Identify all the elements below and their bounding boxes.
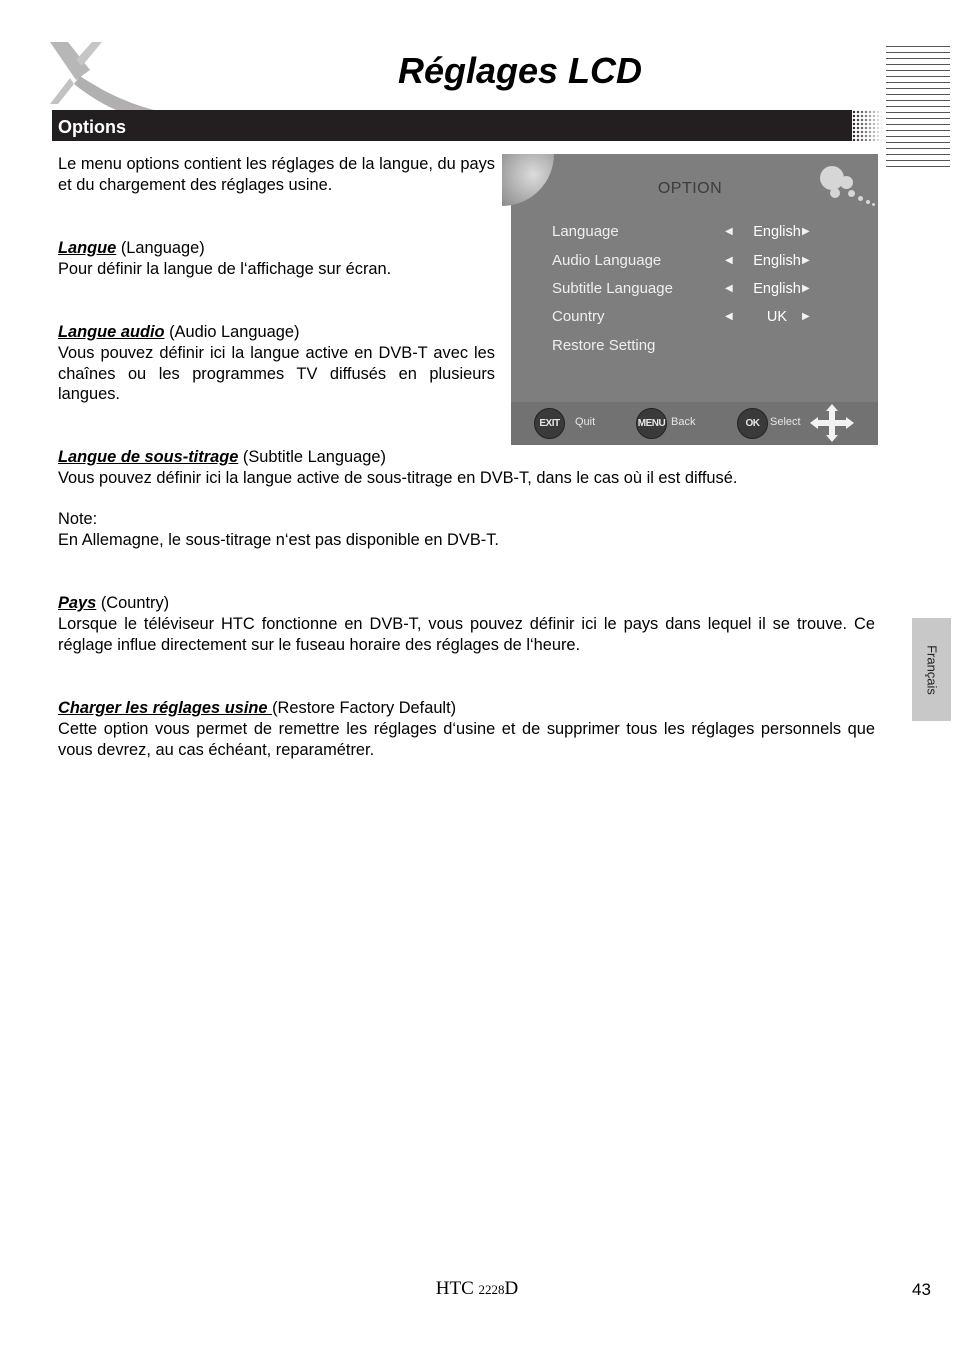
footer-model: [0, 1278, 954, 1300]
item-audio-language: [58, 322, 495, 405]
menu-button[interactable]: MENU: [636, 408, 667, 439]
page-title: Réglages LCD: [397, 50, 643, 91]
osd-title: OPTION: [657, 180, 723, 197]
arrow-right-icon[interactable]: ▶: [802, 226, 810, 237]
language-side-tab: [912, 618, 951, 721]
arrow-right-icon[interactable]: ▶: [802, 283, 810, 294]
item-subheading: (Restore Factory Default): [272, 699, 457, 717]
osd-row-audio-language[interactable]: [552, 252, 862, 274]
footer-model-main: HTC: [435, 1278, 479, 1299]
language-side-tab-label: Français: [924, 644, 939, 695]
arrow-right-icon[interactable]: ▶: [802, 311, 810, 322]
osd-row-value: English: [753, 224, 801, 240]
arrow-right-icon[interactable]: ▶: [802, 255, 810, 266]
item-text: Vous pouvez définir ici la langue active de sous-titrage en DVB-T, dans le cas où il est diffusé.: [58, 468, 738, 487]
item-heading: Langue: [58, 239, 117, 257]
item-country: [58, 593, 875, 655]
osd-row-restore-setting[interactable]: [552, 337, 862, 359]
item-text: Cette option vous permet de remettre les réglages d‘usine et de supprimer tous les réglages personnels que vous devrez, au cas échéant, reparamétrer.: [58, 719, 875, 759]
item-restore-factory: [58, 698, 875, 760]
osd-row-language[interactable]: [552, 223, 862, 245]
osd-row-country[interactable]: [552, 308, 862, 330]
osd-row-label: Restore Setting: [552, 337, 656, 354]
item-heading: Langue de sous-titrage: [58, 448, 239, 466]
item-subheading: (Country): [96, 594, 170, 612]
exit-button-label: Quit: [575, 416, 596, 428]
item-language: [58, 238, 495, 280]
item-heading: Pays: [58, 594, 97, 612]
item-heading: Charger les réglages usine: [58, 699, 273, 717]
brand-x-logo-icon: [46, 40, 156, 112]
osd-bubble-icon: [866, 200, 870, 204]
section-title: Options: [58, 117, 126, 137]
item-subheading: (Subtitle Language): [238, 448, 386, 466]
section-bar: [52, 110, 852, 141]
osd-row-value: English: [753, 253, 801, 269]
osd-row-label: Audio Language: [552, 252, 662, 269]
osd-row-value: English: [753, 281, 801, 297]
osd-row-value: UK: [766, 309, 788, 325]
item-subheading: (Language): [116, 239, 205, 257]
ok-button[interactable]: OK: [737, 408, 768, 439]
osd-row-subtitle-language[interactable]: [552, 280, 862, 302]
exit-button[interactable]: EXIT: [534, 408, 565, 439]
arrow-left-icon[interactable]: ◀: [725, 311, 733, 322]
page-number: 43: [912, 1280, 931, 1299]
osd-bubble-icon: [872, 203, 875, 206]
footer-model-number: 2228: [478, 1282, 505, 1297]
navigation-arrows-icon: [807, 403, 857, 443]
ok-button-label: Select: [770, 416, 801, 428]
arrow-left-icon[interactable]: ◀: [725, 226, 733, 237]
note-label: Note:: [58, 510, 98, 529]
osd-row-label: Language: [552, 223, 619, 240]
item-heading: Langue audio: [58, 323, 165, 341]
item-subtitle-language: [58, 447, 875, 551]
item-text: Pour définir la langue de l‘affichage sur écran.: [58, 259, 392, 278]
item-subheading: (Audio Language): [164, 323, 300, 341]
osd-row-label: Country: [552, 308, 605, 325]
arrow-left-icon[interactable]: ◀: [725, 255, 733, 266]
footer-model-suffix: D: [504, 1278, 519, 1299]
osd-option-menu: [502, 154, 878, 445]
note-text: En Allemagne, le sous-titrage n‘est pas disponible en DVB-T.: [58, 531, 499, 550]
item-text: Vous pouvez définir ici la langue active en DVB-T avec les chaînes ou les programmes TV diffusés en plusieurs langues.: [58, 343, 495, 404]
item-text: Lorsque le téléviseur HTC fonctionne en DVB-T, vous pouvez définir ici le pays dans lequel il se trouve. Ce réglage influe directement sur le fuseau horaire des réglages de l‘heure.: [58, 614, 875, 654]
arrow-left-icon[interactable]: ◀: [725, 283, 733, 294]
osd-row-label: Subtitle Language: [552, 280, 673, 297]
intro-paragraph: Le menu options contient les réglages de la langue, du pays et du chargement des réglages usine.: [58, 155, 495, 194]
menu-button-label: Back: [671, 416, 696, 428]
decorative-dots: [844, 110, 884, 141]
decorative-stripes: [886, 46, 950, 172]
